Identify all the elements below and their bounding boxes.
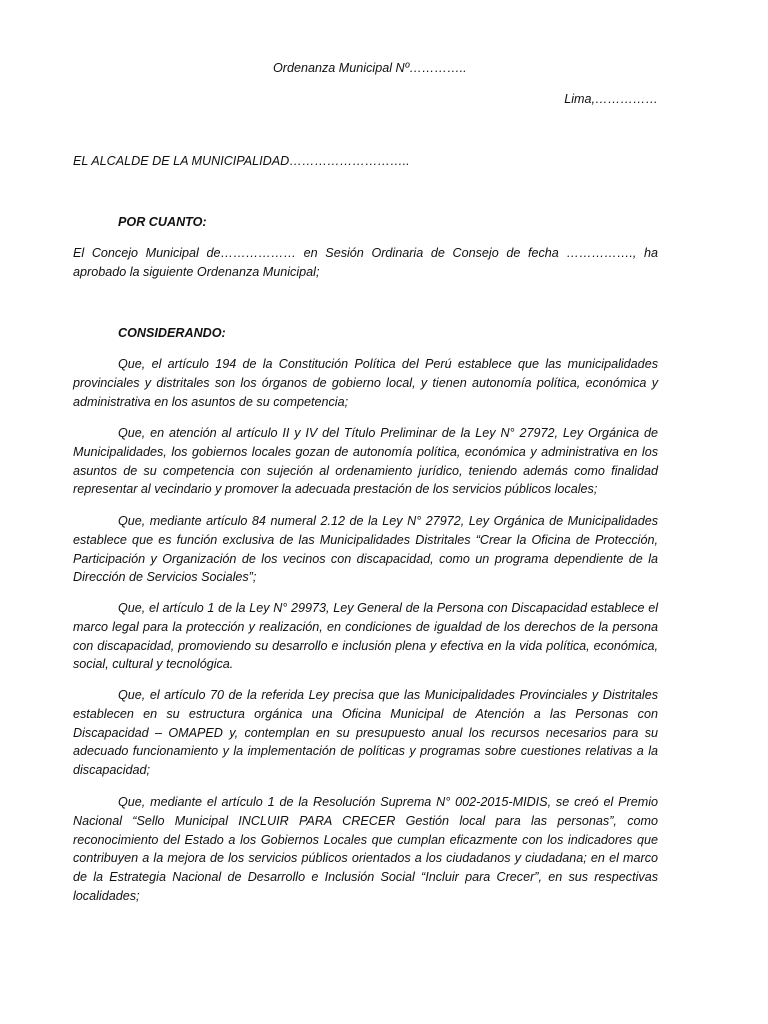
mayor-line: EL ALCALDE DE LA MUNICIPALIDAD……………………….. [73,154,410,168]
considerando-paragraph-2: Que, en atención al artículo II y IV del Título Preliminar de la Ley N° 27972, Ley Orgánica de Municipalidades, los gobiernos locales gozan de autonomía política, económica y administrativa en los asuntos de su competencia con sujeción al ordenamiento jurídico, teniendo además como finalidad representar al vecindario y promover la adecuada prestación de los servicios públicos locales; [73,426,658,497]
considerando-heading: CONSIDERANDO: [118,326,226,340]
considerando-paragraph-1: Que, el artículo 194 de la Constitución Política del Perú establece que las municipalidades provinciales y distritales son los órganos de gobierno local, y tienen autonomía política, económica y administrativa en los asuntos de su competencia; [73,357,658,409]
place-date-line: Lima,…………… [564,92,658,106]
ordinance-title: Ordenanza Municipal Nº………….. [273,61,467,75]
considerando-paragraph-4: Que, el artículo 1 de la Ley N° 29973, Ley General de la Persona con Discapacidad establece el marco legal para la protección y realización, en condiciones de igualdad de los derechos de la persona con discapacidad, promoviendo su desarrollo e inclusión plena y efectiva en la vida política, económica, social, cultural y tecnológica. [73,601,658,672]
considerando-paragraph-3: Que, mediante artículo 84 numeral 2.12 de la Ley N° 27972, Ley Orgánica de Municipalidades establece que es función exclusiva de las Municipalidades Distritales “Crear la Oficina de Protección, Participación y Organización de los vecinos con discapacidad, como un programa dependiente de la Dirección de Servicios Sociales”; [73,514,658,585]
considerando-paragraph-6: Que, mediante el artículo 1 de la Resolución Suprema N° 002-2015-MIDIS, se creó el Premio Nacional “Sello Municipal INCLUIR PARA CRECER Gestión local para las personas”, como reconocimiento del Estado a los Gobiernos Locales que cumplan eficazmente con los indicadores que contribuyen a la mejora de los servicios públicos orientados a los ciudadanos y ciudadana; en el marco de la Estrategia Nacional de Desarrollo e Inclusión Social “Incluir para Crecer”, en sus respectivas localidades; [73,795,658,903]
por-cuanto-paragraph: El Concejo Municipal de……………… en Sesión Ordinaria de Consejo de fecha ……………., ha aprobado la siguiente Ordenanza Municipal; [73,246,658,279]
por-cuanto-heading: POR CUANTO: [118,215,207,229]
considerando-paragraph-5: Que, el artículo 70 de la referida Ley precisa que las Municipalidades Provinciales y Distritales establecen en su estructura orgánica una Oficina Municipal de Atención a las Personas con Discapacidad – OMAPED y, contemplan en su presupuesto anual los recursos necesarios para su adecuado funcionamiento y la implementación de políticas y programas sobre cuestiones relativas a la discapacidad; [73,688,658,778]
